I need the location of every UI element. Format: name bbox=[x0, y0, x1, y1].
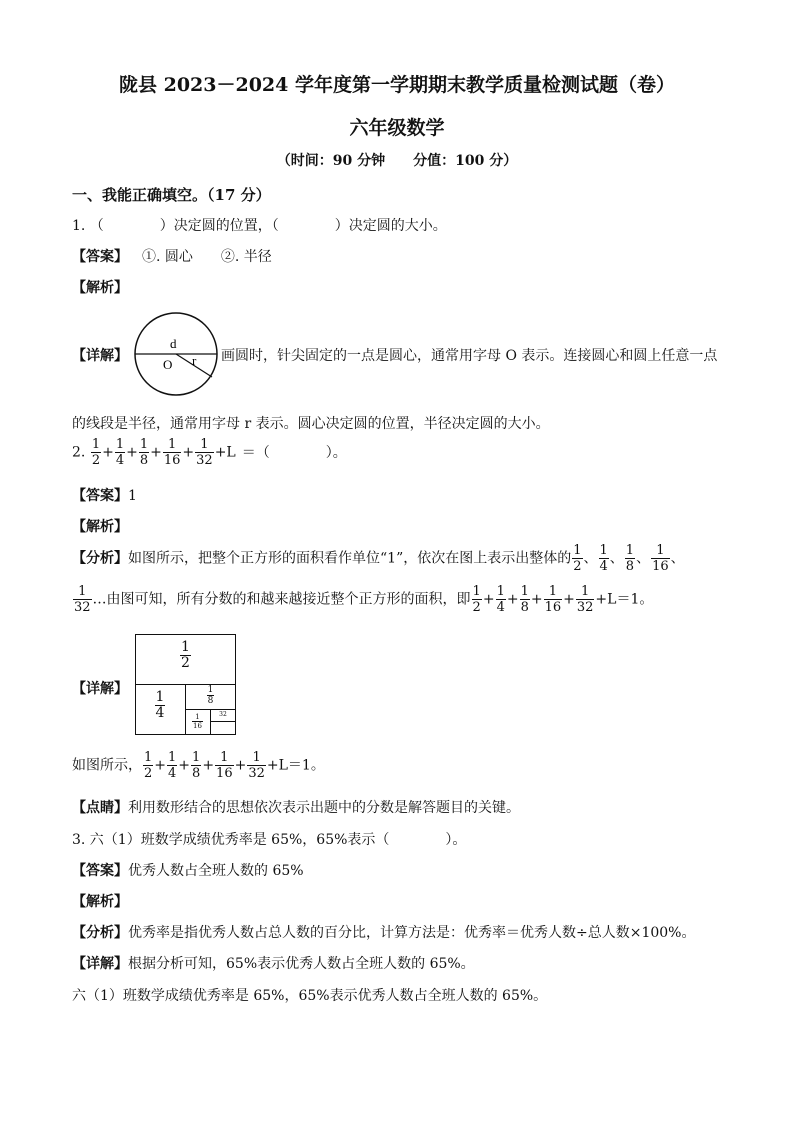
answer-label: 【答案】 bbox=[72, 249, 128, 265]
half-label: $\frac{1}{2}$ bbox=[181, 639, 190, 671]
q1-answer-text: ①. 圆心 ②. 半径 bbox=[142, 249, 272, 265]
circle-diagram bbox=[132, 311, 220, 397]
q1-analysis-label: 【解析】 bbox=[72, 280, 128, 296]
exam-info: （时间：90 分钟 分值：100 分） bbox=[276, 153, 518, 169]
fraction: $\frac{1}{4}$ bbox=[115, 437, 125, 468]
fraction: $\frac{1}{8}$ bbox=[139, 437, 149, 468]
q2-analysis-row2: $\frac{1}{32}$ …由图可知，所有分数的和越来越接近整个正方形的面积，即 $\frac{1}{2}$ + $\frac{1}{4}$ + $\frac{1}{8}$ + $\frac{1}{16}$ + $\frac{1}{32}$ +L＝1。 bbox=[74, 584, 654, 615]
eighth-label: $\frac{1}{8}$ bbox=[207, 685, 214, 706]
fraction: $\frac{1}{2}$ bbox=[573, 543, 582, 574]
q2-answer bbox=[72, 485, 137, 505]
fraction: $\frac{1}{4}$ bbox=[168, 750, 177, 781]
center-label: O bbox=[163, 357, 173, 372]
q3-question: 3. 六（1）班数学成绩优秀率是 65%，65%表示（ ）。 bbox=[72, 832, 467, 848]
document-subtitle: 六年级数学 bbox=[349, 117, 445, 139]
q2-tail: ＝（ ）。 bbox=[241, 444, 347, 461]
answer-label: 【答案】 bbox=[72, 488, 128, 504]
fraction: $\frac{1}{32}$ bbox=[248, 750, 265, 781]
q3-detail: 【详解】根据分析可知，65%表示优秀人数占全班人数的 65%。 bbox=[72, 956, 475, 972]
q2-question: 2. $\frac{1}{2}$ + $\frac{1}{4}$ + $\frac{1}{8}$ + $\frac{1}{16}$ + $\frac{1}{32}$ +L ＝（ ）。 bbox=[72, 437, 347, 468]
fraction: $\frac{1}{16}$ bbox=[163, 437, 181, 468]
q3-conclusion: 六（1）班数学成绩优秀率是 65%，65%表示优秀人数占全班人数的 65%。 bbox=[72, 988, 548, 1004]
fraction: $\frac{1}{2}$ bbox=[144, 750, 153, 781]
document-title: 陇县 2023－2024 学年度第一学期期末教学质量检测试题（卷） bbox=[119, 74, 675, 96]
section-heading: 一、我能正确填空。（17 分） bbox=[72, 186, 271, 204]
fraction: $\frac{1}{8}$ bbox=[625, 543, 635, 574]
q3-answer: 【答案】优秀人数占全班人数的 65% bbox=[72, 863, 304, 879]
diameter-label: d bbox=[170, 336, 177, 351]
fraction: $\frac{1}{2}$ bbox=[91, 437, 101, 468]
unit-square-diagram bbox=[135, 634, 236, 735]
fraction: $\frac{1}{16}$ bbox=[216, 750, 233, 781]
fraction: $\frac{1}{8}$ bbox=[520, 584, 529, 615]
fraction: $\frac{1}{32}$ bbox=[74, 584, 91, 615]
q1-question: 1. （ ）决定圆的位置，（ ）决定圆的大小。 bbox=[72, 218, 447, 234]
q1-detail-label: 【详解】 bbox=[72, 348, 128, 364]
q3-analysis-label: 【解析】 bbox=[72, 894, 128, 910]
q2-analysis-b: …由图可知，所有分数的和越来越接近整个正方形的面积，即 bbox=[92, 591, 471, 608]
radius-label: r bbox=[192, 353, 197, 368]
fraction: $\frac{1}{32}$ bbox=[196, 437, 213, 468]
q1-answer bbox=[72, 246, 272, 266]
fraction: $\frac{1}{32}$ bbox=[576, 584, 594, 615]
sixteenth-label: $\frac{1}{16}$ bbox=[193, 713, 202, 730]
q1-detail-2: 的线段是半径，通常用字母 r 表示。圆心决定圆的位置，半径决定圆的大小。 bbox=[72, 416, 550, 432]
tiny-label: 32 bbox=[219, 711, 227, 718]
q2-num: 2. bbox=[72, 444, 86, 461]
q2-dianjing: 【点睛】利用数形结合的思想依次表示出题中的分数是解答题目的关键。 bbox=[72, 800, 520, 816]
q2-analysis-a: 如图所示，把整个正方形的面积看作单位“1”，依次在图上表示出整体的 bbox=[128, 550, 572, 567]
fraction: $\frac{1}{16}$ bbox=[652, 543, 669, 574]
ellipsis: +L bbox=[214, 444, 236, 461]
q1-detail-1: 画圆时，针尖固定的一点是圆心，通常用字母 O 表示。连接圆心和圆上任意一点 bbox=[221, 348, 718, 364]
fenxi-label: 【分析】 bbox=[72, 550, 128, 567]
q2-answer-text: 1 bbox=[128, 488, 137, 504]
fraction: $\frac{1}{2}$ bbox=[472, 584, 481, 615]
q2-detail: 如图所示， $\frac{1}{2}$ + $\frac{1}{4}$ + $\frac{1}{8}$ + $\frac{1}{16}$ + $\frac{1}{32}$ +L＝1。 bbox=[72, 750, 325, 781]
q3-fenxi: 【分析】优秀率是指优秀人数占总人数的百分比，计算方法是：优秀率＝优秀人数÷总人数×100%。 bbox=[72, 925, 696, 941]
fraction: $\frac{1}{8}$ bbox=[192, 750, 201, 781]
fraction: $\frac{1}{16}$ bbox=[544, 584, 562, 615]
q2-analysis-label: 【解析】 bbox=[72, 519, 128, 535]
quarter-label: $\frac{1}{4}$ bbox=[155, 689, 165, 721]
fraction: $\frac{1}{4}$ bbox=[599, 543, 608, 574]
fraction: $\frac{1}{4}$ bbox=[496, 584, 505, 615]
q2-analysis-row1: 【分析】如图所示，把整个正方形的面积看作单位“1”，依次在图上表示出整体的 $\frac{1}{2}$ 、 $\frac{1}{4}$ 、 $\frac{1}{8}$ 、 $\frac{1}{16}$ 、 bbox=[72, 543, 685, 574]
q2-detail-label: 【详解】 bbox=[72, 681, 128, 697]
